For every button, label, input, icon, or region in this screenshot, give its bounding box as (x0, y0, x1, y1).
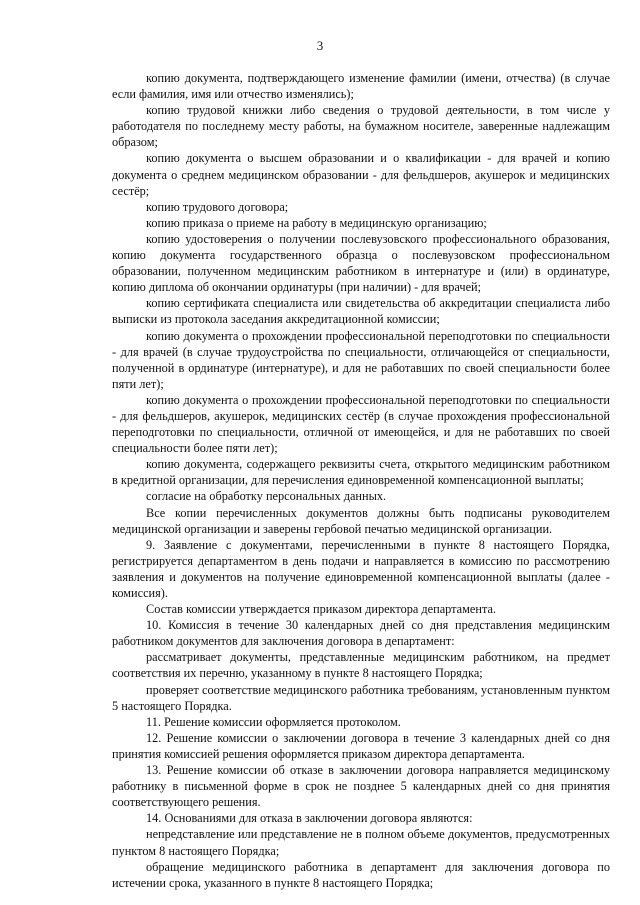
paragraph: копию трудового договора; (146, 199, 289, 214)
paragraph: копию документа, подтверждающего изменение фамилии (имени, отчества) (в случае если фамилия, имя или отчество изменялись); (112, 71, 610, 102)
paragraph: проверяет соответствие медицинского работника требованиям, установленным пунктом 5 настоящего Порядка. (112, 682, 610, 713)
paragraph: копию документа о прохождении профессиональной переподготовки по специальности - для врачей (в случае трудоустройства по специальности, отличающейся от специальности, полученной в ординатуре (интернатуре), и для не работавших по своей специальности более пяти лет); (112, 328, 610, 391)
paragraph: 9. Заявление с документами, перечисленными в пункте 8 настоящего Порядка, регистрируется департаментом в день подачи и направляется в комиссию по рассмотрению заявления и документов на получение единовременной компенсационной выплаты (далее - комиссия). (112, 537, 610, 600)
paragraph: 12. Решение комиссии о заключении договора в течение 3 календарных дней со дня принятия комиссией решения оформляется приказом директора департамента. (112, 730, 610, 761)
paragraph: 13. Решение комиссии об отказе в заключении договора направляется медицинскому работнику в письменной форме в срок не позднее 5 календарных дней со дня принятия соответствующего решения. (112, 763, 610, 810)
paragraph: 14. Основаниями для отказа в заключении договора являются: (146, 811, 473, 826)
paragraph: копию документа, содержащего реквизиты счета, открытого медицинским работником в кредитной организации, для перечисления единовременной компенсационной выплаты; (112, 457, 610, 488)
paragraph: Состав комиссии утверждается приказом директора департамента. (146, 602, 497, 617)
paragraph: Все копии перечисленных документов должны быть подписаны руководителем медицинской организации и заверены гербовой печатью медицинской организации. (112, 505, 610, 536)
paragraph: копию трудовой книжки либо сведения о трудовой деятельности, в том числе у работодателя по последнему месту работы, на бумажном носителе, заверенные надлежащим образом; (112, 103, 610, 150)
paragraph: 11. Решение комиссии оформляется протоколом. (146, 714, 401, 729)
paragraph: копию удостоверения о получении послевузовского профессионального образования, копию документа государственного образца о послевузовском профессиональном образовании, полученном медицинским работником в интернатуре и (или) в ординатуре, копию диплома об окончании ординатуры (при наличии) - для врачей; (112, 231, 610, 295)
paragraph: обращение медицинского работника в департамент для заключения договора по истечении срока, указанного в пункте 8 настоящего Порядка; (112, 859, 610, 890)
paragraph: рассматривает документы, представленные медицинским работником, на предмет соответствия их перечню, указанному в пункте 8 настоящего Порядка; (112, 650, 610, 681)
paragraph: копию документа о высшем образовании и о квалификации - для врачей и копию документа о среднем медицинском образовании - для фельдшеров, акушерок и медицинских сестёр; (112, 151, 610, 198)
paragraph: согласие на обработку персональных данных. (146, 489, 387, 504)
paragraph: копию сертификата специалиста или свидетельства об аккредитации специалиста либо выписки из протокола заседания аккредитационной комиссии; (112, 296, 610, 327)
page-number: 3 (316, 38, 324, 53)
document-body (112, 70, 610, 891)
paragraph: 10. Комиссия в течение 30 календарных дней со дня представления медицинским работником документов для заключения договора в департамент: (112, 618, 610, 649)
paragraph: копию документа о прохождении профессиональной переподготовки по специальности - для фельдшеров, акушерок, медицинских сестёр (в случае прохождения профессиональной переподготовки по специальности, отличной от имеющейся, и для не работавших по своей специальности более пяти лет); (112, 392, 610, 456)
paragraph: копию приказа о приеме на работу в медицинскую организацию; (146, 215, 487, 230)
paragraph: непредставление или представление не в полном объеме документов, предусмотренных пунктом 8 настоящего Порядка; (112, 827, 610, 858)
